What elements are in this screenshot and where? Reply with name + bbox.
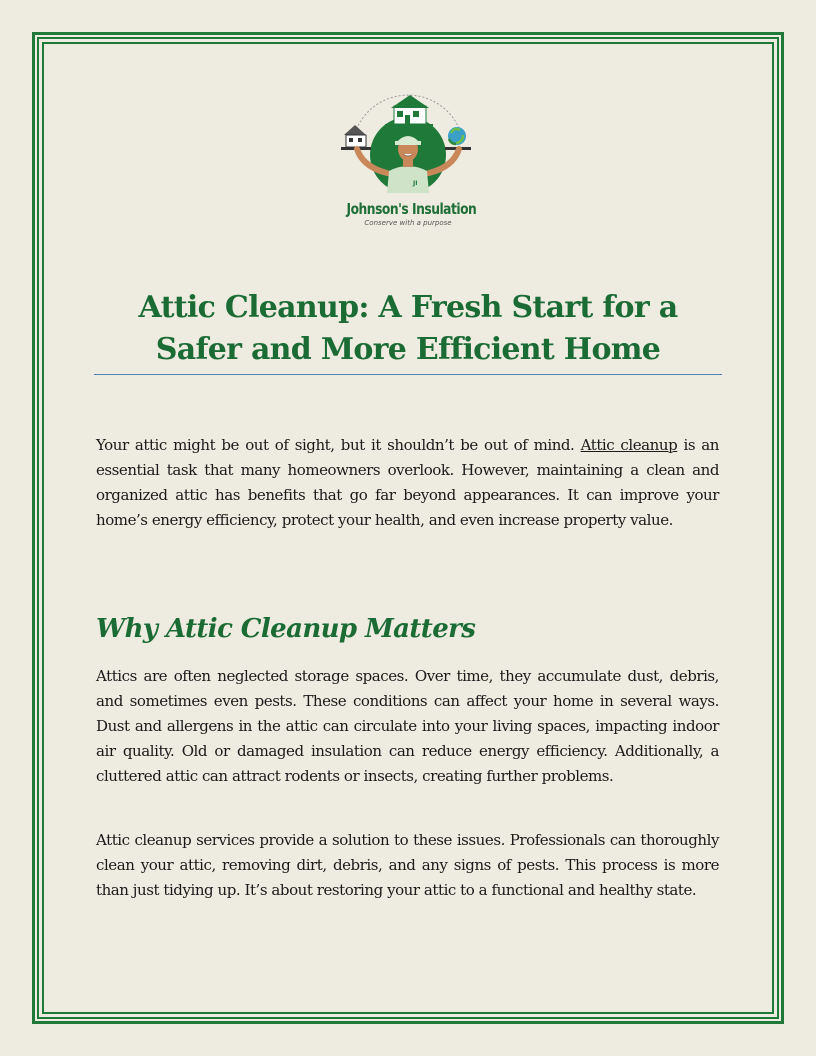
- logo-tagline: Conserve with a purpose: [364, 219, 452, 227]
- page-title: Attic Cleanup: A Fresh Start for a Safer and More Efficient Home: [138, 290, 678, 367]
- section-paragraph-1: Attics are often neglected storage spaces. Over time, they accumulate dust, debris, and sometimes even pests. These conditions can affect your home in several ways. Dust and allergens in the attic can circulate into your living spaces, impacting indoor air quality. Old or damaged insulation can reduce energy efficiency. Additionally, a cluttered attic can attract rodents or insects, creating further problems.: [96, 667, 719, 785]
- intro-paragraph: [96, 433, 719, 533]
- logo-illustration: [333, 93, 483, 198]
- attic-cleanup-link[interactable]: Attic cleanup: [580, 436, 678, 454]
- shirt-initials: JI: [413, 180, 418, 187]
- logo-company-name: Johnson's Insulation: [346, 200, 477, 218]
- intro-text-start: Your attic might be out of sight, but it shouldn’t be out of mind.: [96, 436, 581, 454]
- section-heading: Why Attic Cleanup Matters: [96, 614, 476, 644]
- section-paragraph-2: Attic cleanup services provide a solution to these issues. Professionals can thoroughly clean your attic, removing dirt, debris, and any signs of pests. This process is more than just tidying up. It’s about restoring your attic to a functional and healthy state.: [96, 831, 719, 899]
- intro-text-end: is an essential task that many homeowners overlook. However, maintaining a clean and organized attic has benefits that go far beyond appearances. It can improve your home’s energy efficiency, protect your health, and even increase property value.: [96, 436, 720, 529]
- title-divider: [94, 374, 722, 375]
- company-logo: [333, 93, 483, 233]
